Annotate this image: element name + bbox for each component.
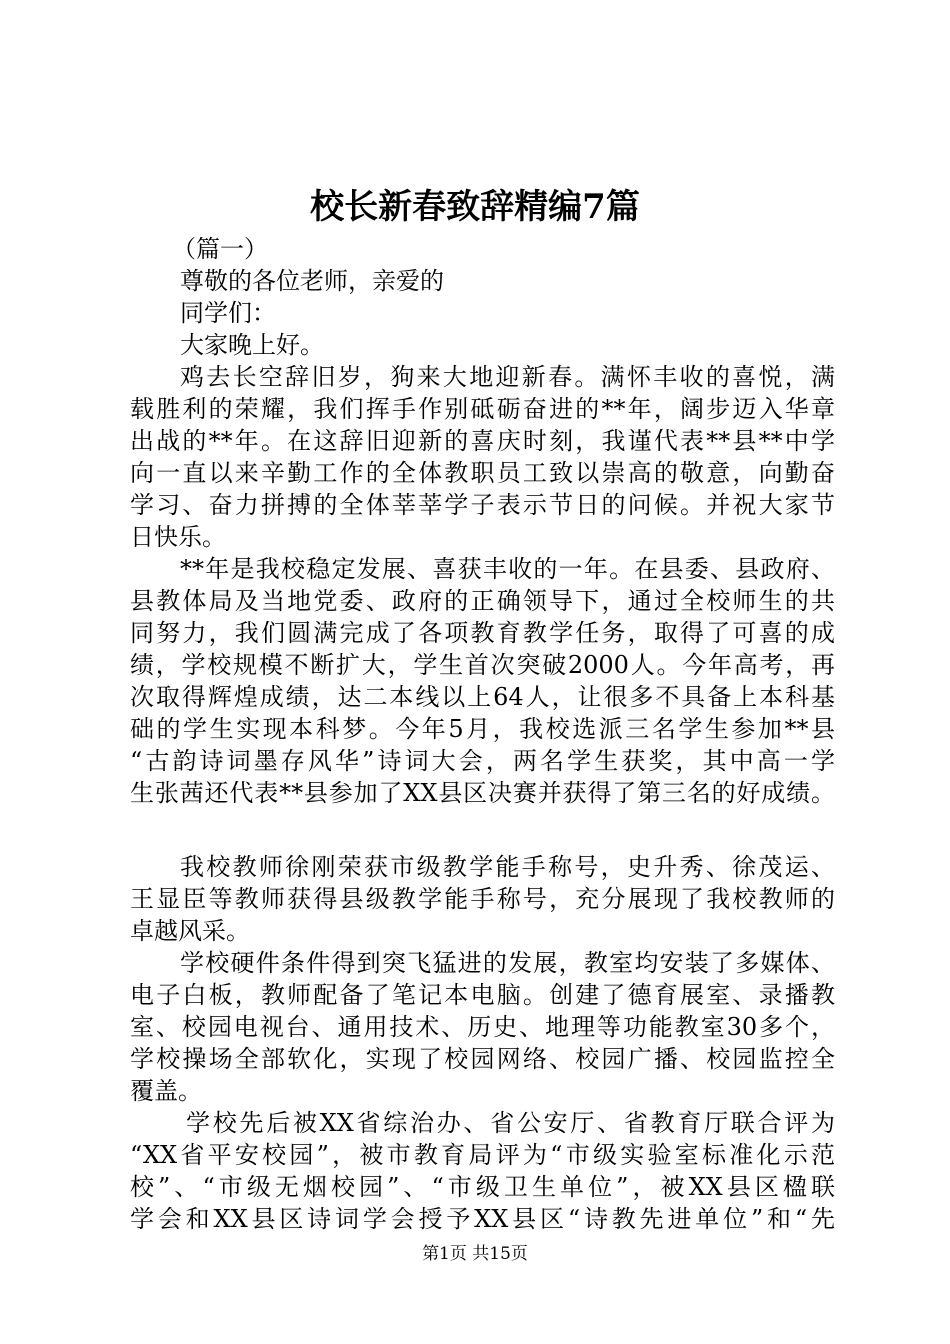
paragraph-line: 绩，学校规模不断扩大，学生首次突破2000人。今年高考，再 bbox=[130, 651, 835, 679]
paragraph-line: “XX省平安校园”，被市教育局评为“市级实验室标准化示范 bbox=[130, 1141, 835, 1169]
paragraph-line: 日快乐。 bbox=[130, 523, 226, 551]
paragraph-line: 县教体局及当地党委、政府的正确领导下，通过全校师生的共 bbox=[130, 587, 835, 615]
paragraph-line: 我校教师徐刚荣获市级教学能手称号，史升秀、徐茂运、 bbox=[180, 853, 835, 881]
paragraph-line: 电子白板，教师配备了笔记本电脑。创建了德育展室、录播教 bbox=[130, 981, 835, 1009]
paragraph-line: 学习、奋力拼搏的全体莘莘学子表示节日的问候。并祝大家节 bbox=[130, 491, 835, 519]
salutation-line: 尊敬的各位老师，亲爱的 bbox=[180, 267, 444, 295]
paragraph-line: 卓越风采。 bbox=[130, 917, 250, 945]
salutation-line: 同学们： bbox=[180, 299, 276, 327]
paragraph-gap bbox=[130, 809, 835, 851]
paragraph-line: 载胜利的荣耀，我们挥手作别砥砺奋进的**年，阔步迈入华章 bbox=[130, 395, 835, 423]
paragraph-line: 鸡去长空辞旧岁，狗来大地迎新春。满怀丰收的喜悦，满 bbox=[180, 363, 835, 391]
paragraph-line: 出战的**年。在这辞旧迎新的喜庆时刻，我谨代表**县**中学 bbox=[130, 427, 835, 455]
paragraph-line: 覆盖。 bbox=[130, 1077, 202, 1105]
paragraph-line: 础的学生实现本科梦。今年5月，我校选派三名学生参加**县 bbox=[130, 715, 835, 743]
paragraph-line: 学校操场全部软化，实现了校园网络、校园广播、校园监控全 bbox=[130, 1045, 835, 1073]
paragraph-line: 同努力，我们圆满完成了各项教育教学任务，取得了可喜的成 bbox=[130, 619, 835, 647]
paragraph-line: 学校先后被XX省综治办、省公安厅、省教育厅联合评为 bbox=[186, 1109, 835, 1137]
paragraph-line: “古韵诗词墨存风华”诗词大会，两名学生获奖，其中高一学 bbox=[130, 747, 835, 775]
paragraph-line: 向一直以来辛勤工作的全体教职员工致以崇高的敬意，向勤奋 bbox=[130, 459, 835, 487]
paragraph-line: 室、校园电视台、通用技术、历史、地理等功能教室30多个， bbox=[130, 1013, 835, 1041]
paragraph-line: 次取得辉煌成绩，达二本线以上64人，让很多不具备上本科基 bbox=[130, 683, 835, 711]
document-title: 校长新春致辞精编7篇 bbox=[310, 187, 640, 227]
page-number: 第1页 共15页 bbox=[422, 1244, 528, 1264]
paragraph-line: 学校硬件条件得到突飞猛进的发展，教室均安装了多媒体、 bbox=[180, 949, 835, 977]
paragraph-line: 校”、“市级无烟校园”、“市级卫生单位”，被XX县区楹联 bbox=[130, 1173, 835, 1201]
paragraph-line: 学会和XX县区诗词学会授予XX县区“诗教先进单位”和“先 bbox=[130, 1205, 835, 1233]
paragraph-line: **年是我校稳定发展、喜获丰收的一年。在县委、县政府、 bbox=[180, 555, 835, 583]
document-body bbox=[130, 233, 835, 1235]
section-heading: （篇一） bbox=[172, 235, 268, 263]
paragraph-line: 生张茜还代表**县参加了XX县区决赛并获得了第三名的好成绩。 bbox=[130, 779, 835, 807]
greeting-line: 大家晚上好。 bbox=[180, 331, 324, 359]
paragraph-line: 王显臣等教师获得县级教学能手称号，充分展现了我校教师的 bbox=[130, 885, 835, 913]
